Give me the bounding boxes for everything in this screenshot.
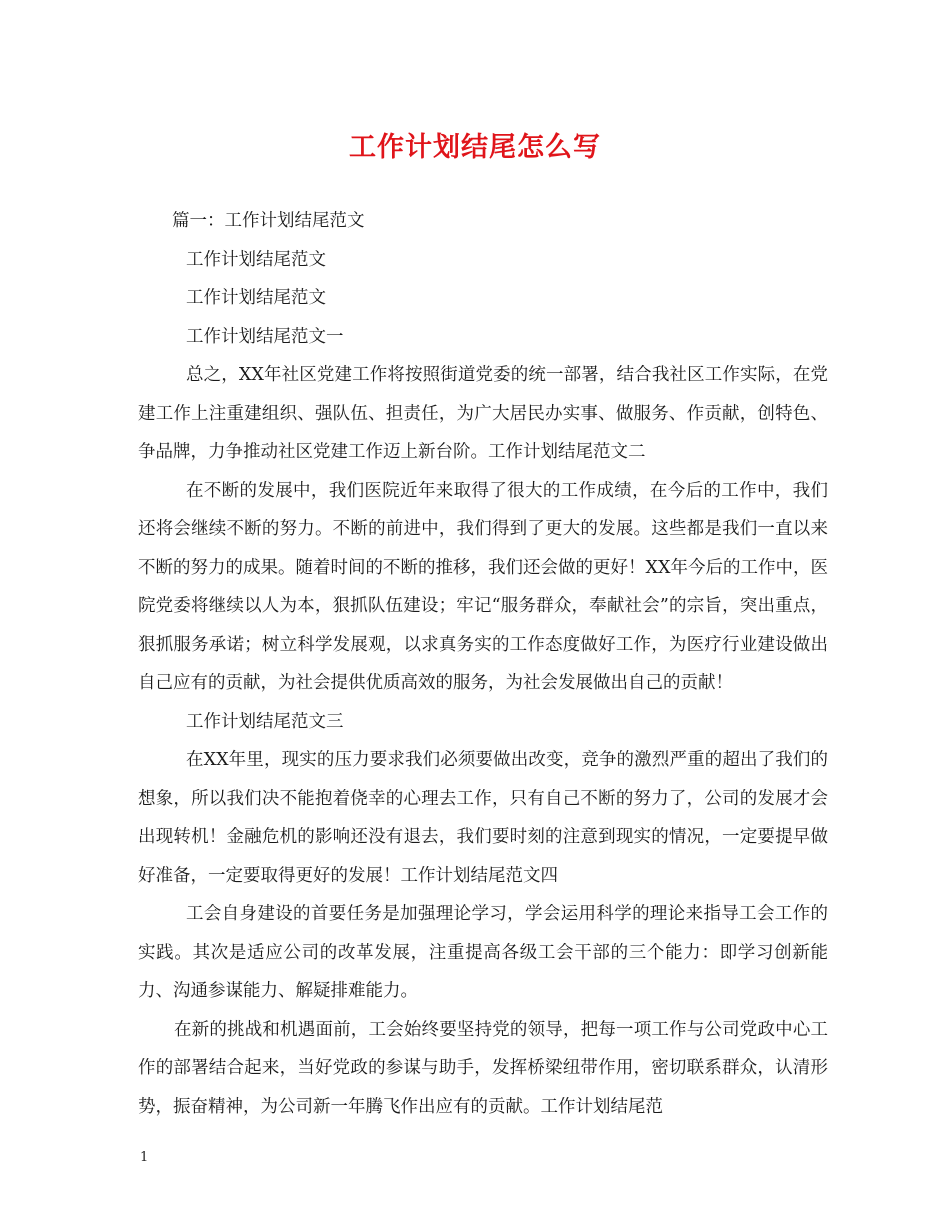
- body-paragraph: 在不断的发展中，我们医院近年来取得了很大的工作成绩，在今后的工作中，我们还将会继续不断的努力。不断的前进中，我们得到了更大的发展。这些都是我们一直以来不断的努力的成果。随着时间的不断的推移，我们还会做的更好！XX年今后的工作中，医院党委将继续以人为本，狠抓队伍建设；牢记“服务群众，奉献社会”的宗旨，突出重点，狠抓服务承诺；树立科学发展观，以求真务实的工作态度做好工作，为医疗行业建设做出自己应有的贡献，为社会提供优质高效的服务，为社会发展做出自己的贡献！: [138, 480, 828, 693]
- sub-heading: 工作计划结尾范文三: [186, 711, 344, 732]
- sub-heading: 工作计划结尾范文: [186, 288, 326, 308]
- page-number: 1: [140, 1150, 149, 1165]
- section-heading: 篇一：工作计划结尾范文: [172, 211, 365, 231]
- body-paragraph: 总之，XX年社区党建工作将按照街道党委的统一部署，结合我社区工作实际，在党建工作上注重建组织、强队伍、担责任，为广大居民办实事、做服务、作贡献，创特色、争品牌，力争推动社区党建工作迈上新台阶。工作计划结尾范文二: [138, 365, 828, 462]
- body-paragraph: 工会自身建设的首要任务是加强理论学习，学会运用科学的理论来指导工会工作的实践。其次是适应公司的改革发展，注重提高各级工会干部的三个能力：即学习创新能力、沟通参谋能力、解疑排难能力。: [138, 904, 828, 1001]
- page-title: 工作计划结尾怎么写: [349, 132, 601, 163]
- body-paragraph: 在新的挑战和机遇面前，工会始终要坚持党的领导，把每一项工作与公司党政中心工作的部署结合起来，当好党政的参谋与助手，发挥桥梁纽带作用，密切联系群众，认清形势，振奋精神，为公司新一年腾飞作出应有的贡献。工作计划结尾范: [138, 1019, 828, 1117]
- sub-heading: 工作计划结尾范文一: [186, 326, 344, 347]
- sub-heading: 工作计划结尾范文: [186, 249, 326, 270]
- body-paragraph: 在XX年里，现实的压力要求我们必须要做出改变，竞争的激烈严重的超出了我们的想象，所以我们决不能抱着侥幸的心理去工作，只有自己不断的努力了，公司的发展才会出现转机！金融危机的影响还没有退去，我们要时刻的注意到现实的情况，一定要提早做好准备，一定要取得更好的发展！工作计划结尾范文四: [138, 750, 828, 886]
- document-body: [138, 202, 828, 1126]
